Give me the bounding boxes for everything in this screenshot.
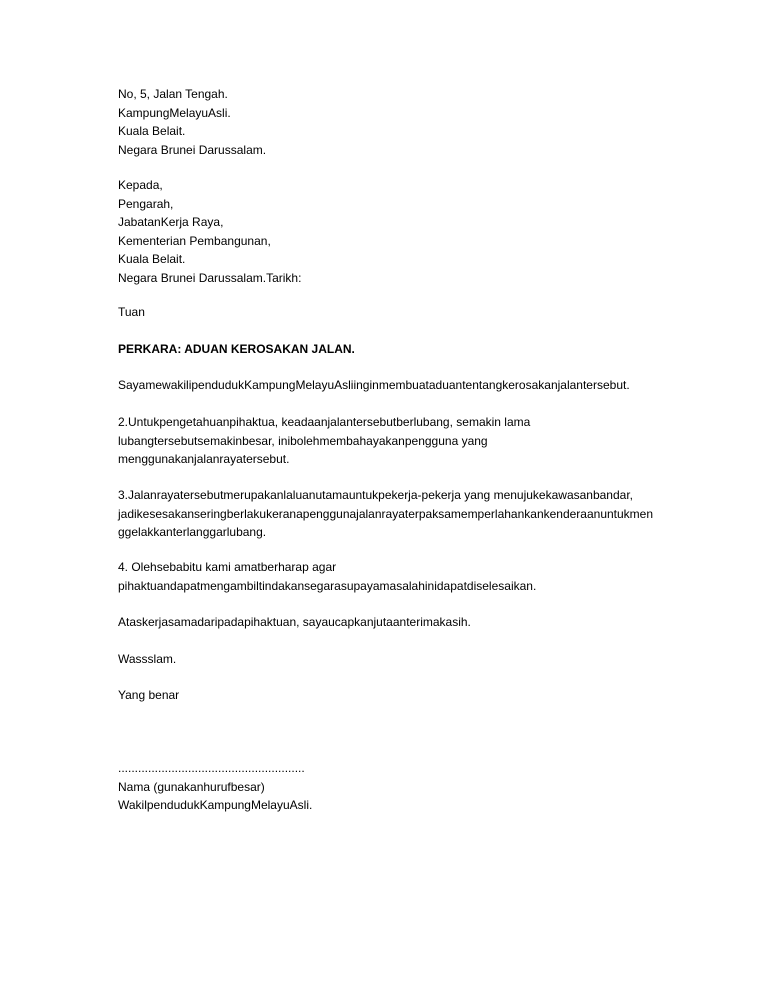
sender-address-line: No, 5, Jalan Tengah. bbox=[118, 87, 228, 101]
paragraph-line: 3.Jalanrayatersebutmerupakanlaluanutamauntukpekerja-pekerja yang menujukekawasanbandar, bbox=[118, 488, 633, 502]
paragraph-2 bbox=[118, 413, 678, 469]
sender-address-line: Kuala Belait. bbox=[118, 124, 186, 138]
paragraph-line: menggunakanjalanrayatersebut. bbox=[118, 452, 290, 466]
signature-name-label: Nama (gunakanhurufbesar) bbox=[118, 779, 265, 794]
paragraph-line: ggelakkanterlanggarlubang. bbox=[118, 525, 267, 539]
recipient-address-line: JabatanKerja Raya, bbox=[118, 215, 224, 229]
paragraph-3 bbox=[118, 486, 678, 542]
paragraph-line: pihaktuandapatmengambiltindakansegarasupayamasalahinidapatdiselesaikan. bbox=[118, 578, 537, 593]
recipient-address-line: Kuala Belait. bbox=[118, 252, 186, 266]
subject-heading: PERKARA: ADUAN KEROSAKAN JALAN. bbox=[118, 342, 355, 356]
sender-address bbox=[118, 85, 678, 159]
salutation-text: Tuan bbox=[118, 305, 145, 319]
paragraph-line: 2.Untukpengetahuanpihaktua, keadaanjalantersebutberlubang, semakin lama bbox=[118, 415, 531, 429]
paragraph-line: 4. Olehsebabitu kami amatberharap agar bbox=[118, 560, 337, 574]
signature-line: ........................................................ bbox=[118, 761, 305, 775]
closing-greeting bbox=[118, 650, 678, 669]
paragraph-1 bbox=[118, 376, 678, 395]
sender-address-line: KampungMelayuAsli. bbox=[118, 105, 231, 120]
signature-title: WakilpendudukKampungMelayuAsli. bbox=[118, 798, 313, 812]
salutation bbox=[118, 303, 678, 322]
signature-block bbox=[118, 759, 678, 815]
closing-greeting-text: Wassslam. bbox=[118, 652, 177, 666]
recipient-address-line: Negara Brunei Darussalam.Tarikh: bbox=[118, 270, 302, 285]
sign-off bbox=[118, 686, 678, 705]
subject bbox=[118, 340, 678, 359]
recipient-address-line: Kementerian Pembangunan, bbox=[118, 233, 271, 248]
recipient-address-line: Kepada, bbox=[118, 178, 163, 192]
paragraph-line: lubangtersebutsemakinbesar, inibolehmembahayakanpengguna yang bbox=[118, 433, 488, 448]
paragraph-4 bbox=[118, 558, 678, 595]
paragraph-line: jadikesesakanseringberlakukeranapenggunajalanrayaterpaksamemperlahankankenderaanuntukmen bbox=[118, 506, 654, 521]
paragraph-line: SayamewakilipendudukKampungMelayuAsliinginmembuataduantentangkerosakanjalantersebut. bbox=[118, 378, 630, 392]
thanks-text: Ataskerjasamadaripadapihaktuan, sayaucapkanjutaanterimakasih. bbox=[118, 615, 471, 629]
recipient-address-line: Pengarah, bbox=[118, 196, 174, 211]
thanks-paragraph bbox=[118, 613, 678, 632]
sender-address-line: Negara Brunei Darussalam. bbox=[118, 142, 267, 157]
sign-off-text: Yang benar bbox=[118, 688, 180, 702]
recipient-address bbox=[118, 176, 678, 287]
